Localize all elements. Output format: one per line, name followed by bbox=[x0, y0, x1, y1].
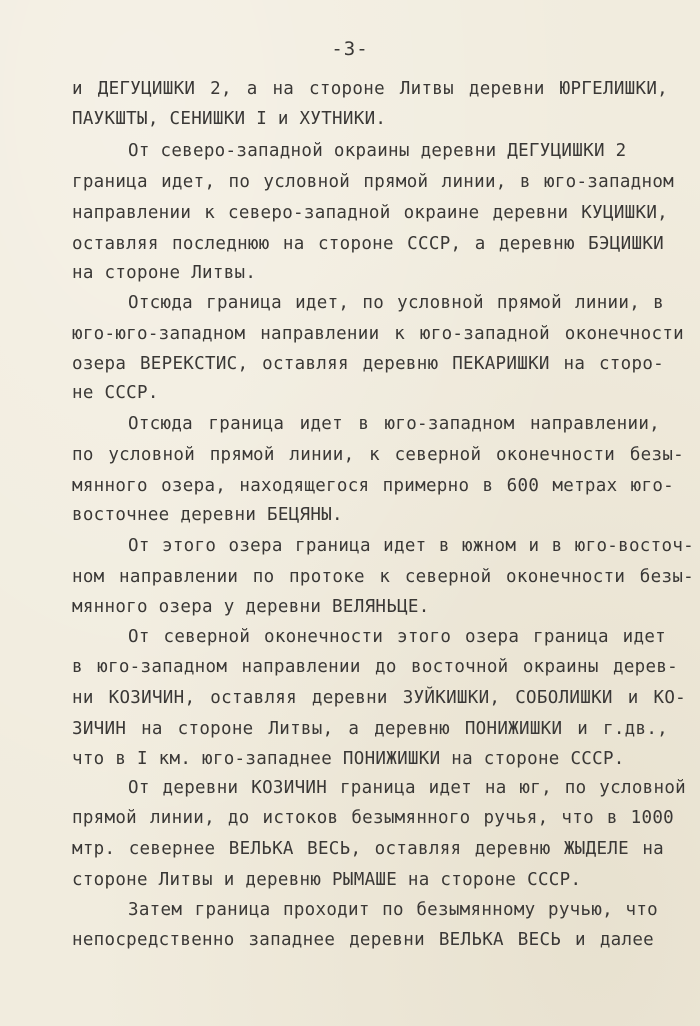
text-line-24: От деревни КОЗИЧИН граница идет на юг, по условной bbox=[128, 778, 686, 798]
text-line-1: и ДЕГУЦИШКИ 2, а на стороне Литвы деревни ЮРГЕЛИШКИ, bbox=[72, 79, 668, 99]
text-line-4: граница идет, по условной прямой линии, в юго-западном bbox=[72, 172, 674, 192]
text-line-29: непосредственно западнее деревни ВЕЛЬКА ВЕСЬ и далее bbox=[72, 930, 654, 950]
text-line-25: прямой линии, до истоков безымянного ручья, что в 1000 bbox=[72, 808, 674, 828]
text-line-22: ЗИЧИН на стороне Литвы, а деревню ПОНИЖИШКИ и г.дв., bbox=[72, 719, 668, 739]
text-line-26: мтр. севернее ВЕЛЬКА ВЕСЬ, оставляя деревню ЖЫДЕЛЕ на bbox=[72, 839, 664, 859]
text-line-3: От северо-западной окраины деревни ДЕГУЦИШКИ 2 bbox=[128, 141, 627, 161]
text-line-27: стороне Литвы и деревню РЫМАШЕ на стороне СССР. bbox=[72, 870, 582, 890]
text-line-13: по условной прямой линии, к северной оконечности безы- bbox=[72, 445, 684, 465]
text-line-10: озера ВЕРЕКСТИС, оставляя деревню ПЕКАРИШКИ на сторо- bbox=[72, 354, 664, 374]
text-line-15: восточнее деревни БЕЦЯНЫ. bbox=[72, 505, 343, 525]
text-line-17: ном направлении по протоке к северной оконечности безы- bbox=[72, 567, 694, 587]
text-line-7: на стороне Литвы. bbox=[72, 263, 257, 283]
text-line-19: От северной оконечности этого озера граница идет bbox=[128, 627, 666, 647]
page-number: -3- bbox=[331, 38, 369, 60]
text-line-16: От этого озера граница идет в южном и в юго-восточ- bbox=[128, 536, 694, 556]
text-line-9: юго-юго-западном направлении к юго-западной оконечности bbox=[72, 324, 684, 344]
text-line-11: не СССР. bbox=[72, 383, 159, 403]
text-line-12: Отсюда граница идет в юго-западном направлении, bbox=[128, 414, 660, 434]
text-line-6: оставляя последнюю на стороне СССР, а деревню БЭЦИШКИ bbox=[72, 234, 664, 254]
text-line-21: ни КОЗИЧИН, оставляя деревни ЗУЙКИШКИ, СОБОЛИШКИ и КО- bbox=[72, 688, 686, 708]
text-line-8: Отсюда граница идет, по условной прямой линии, в bbox=[128, 293, 664, 313]
text-line-28: Затем граница проходит по безымянному ручью, что bbox=[128, 900, 658, 920]
text-line-23: что в I км. юго-западнее ПОНИЖИШКИ на стороне СССР. bbox=[72, 749, 625, 769]
text-line-2: ПАУКШТЫ, СЕНИШКИ I и ХУТНИКИ. bbox=[72, 109, 387, 129]
text-line-14: мянного озера, находящегося примерно в 600 метрах юго- bbox=[72, 476, 674, 496]
text-line-20: в юго-западном направлении до восточной окраины дерев- bbox=[72, 657, 678, 677]
text-line-5: направлении к северо-западной окраине деревни КУЦИШКИ, bbox=[72, 203, 668, 223]
text-line-18: мянного озера у деревни ВЕЛЯНЬЦЕ. bbox=[72, 597, 430, 617]
